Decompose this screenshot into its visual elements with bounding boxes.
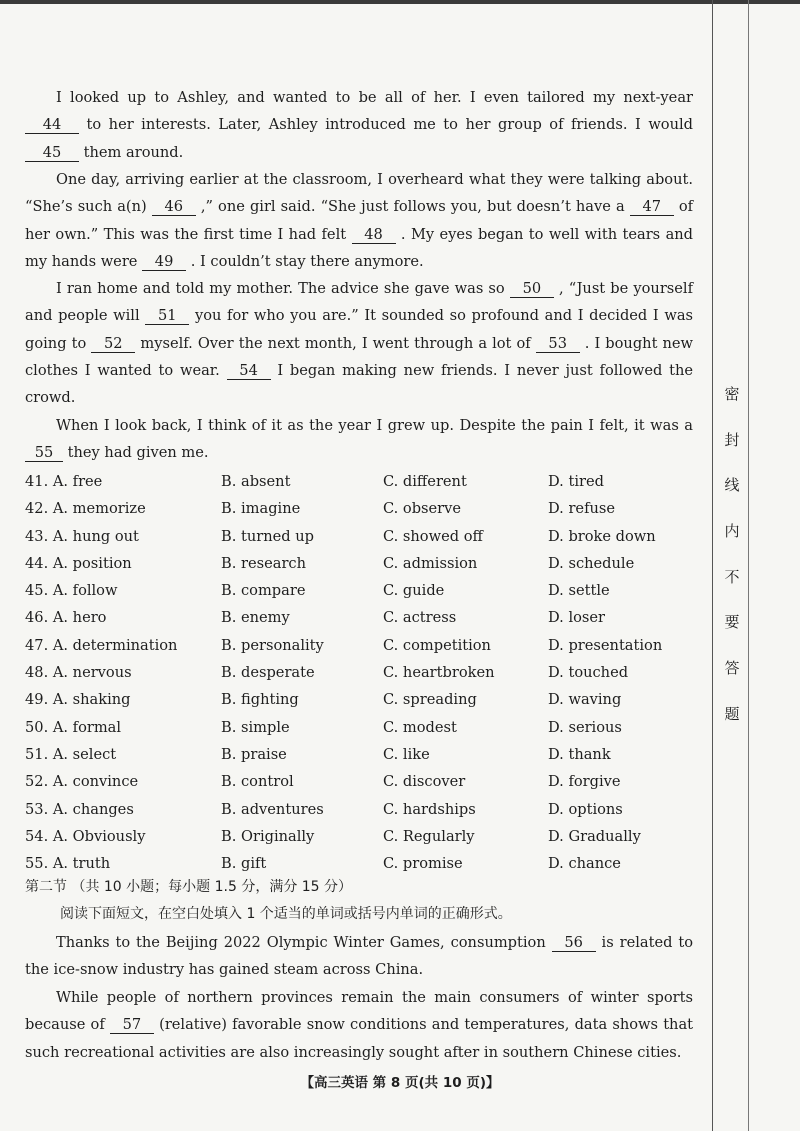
option-c: C. observe: [383, 500, 462, 518]
option-c: C. discover: [383, 773, 466, 791]
option-c: C. showed off: [383, 527, 483, 545]
paragraph-text: you for who you are.” It sounded so profound and I decided I was going to: [25, 307, 694, 352]
option-d: D. tired: [548, 473, 604, 490]
blank-53: 53: [536, 336, 580, 353]
paragraph-text: I looked up to Ashley, and wanted to be all of her. I even tailored my next-year: [56, 89, 693, 106]
option-b: B. praise: [221, 745, 287, 763]
seal-line-notice: [722, 385, 742, 751]
option-a: 50. A. formal: [25, 718, 122, 736]
seal-char: 封: [724, 430, 740, 449]
option-a: 45. A. follow: [25, 582, 118, 600]
option-row: [25, 659, 695, 686]
paragraph-text: myself. Over the next month, I went through a lot of: [140, 334, 531, 352]
option-a: 51. A. select: [25, 745, 117, 763]
grammar-paragraph-2: [25, 984, 693, 1066]
paragraph-text: they had given me.: [67, 444, 209, 462]
grammar-paragraph-1: [25, 929, 693, 984]
option-b: B. fighting: [221, 691, 299, 709]
blank-49: 49: [142, 254, 186, 271]
option-d: D. forgive: [548, 773, 621, 791]
option-c: C. promise: [383, 855, 463, 873]
option-d: D. serious: [548, 718, 622, 736]
option-a: 47. A. determination: [25, 636, 178, 654]
passage-paragraph-2: [25, 166, 693, 275]
option-d: D. thank: [548, 745, 611, 763]
blank-45: 45: [25, 145, 79, 162]
option-b: B. personality: [221, 636, 324, 654]
option-d: D. touched: [548, 664, 629, 682]
option-row: [25, 550, 695, 577]
option-b: B. gift: [221, 855, 267, 873]
blank-50: 50: [510, 281, 554, 298]
blank-52: 52: [91, 336, 135, 353]
option-c: C. like: [383, 745, 430, 763]
option-row: [25, 577, 695, 604]
option-b: B. Originally: [221, 827, 315, 845]
section-heading: 第二节 （共 10 小题；每小题 1.5 分，满分 15 分）: [25, 879, 353, 895]
option-c: C. Regularly: [383, 827, 475, 845]
blank-47: 47: [630, 199, 674, 216]
passage-paragraph-4: [25, 412, 693, 467]
option-b: B. simple: [221, 718, 290, 736]
blank-54: 54: [227, 363, 271, 380]
option-row: [25, 468, 695, 495]
option-a: 48. A. nervous: [25, 664, 132, 682]
paragraph-text: of her own.” This was the first time I had felt: [25, 198, 694, 243]
option-d: D. chance: [548, 855, 621, 873]
paragraph-text: ,” one girl said. “She just follows you, but doesn’t have a: [200, 198, 625, 216]
option-row: [25, 850, 695, 877]
paragraph-text: When I look back, I think of it as the year I grew up. Despite the pain I felt, it was a: [56, 417, 693, 434]
passage-paragraph-1: [25, 84, 693, 166]
option-d: D. presentation: [548, 636, 663, 654]
option-b: B. control: [221, 773, 294, 791]
top-edge: [0, 0, 800, 4]
option-a: 41. A. free: [25, 473, 103, 490]
paragraph-text: I ran home and told my mother. The advice she gave was so: [56, 280, 505, 297]
seal-char: 要: [724, 613, 740, 632]
section-instruction: 阅读下面短文，在空白处填入 1 个适当的单词或括号内单词的正确形式。: [60, 906, 512, 922]
option-b: B. enemy: [221, 609, 290, 627]
option-d: D. loser: [548, 609, 606, 627]
option-row: [25, 714, 695, 741]
option-c: C. admission: [383, 554, 478, 572]
option-c: C. different: [383, 473, 467, 490]
option-a: 49. A. shaking: [25, 691, 131, 709]
paragraph-text: . I bought new clothes I wanted to wear.: [25, 334, 694, 379]
answer-options: [25, 468, 695, 877]
paragraph-text: to her interests. Later, Ashley introduced me to her group of friends. I would: [86, 116, 694, 134]
seal-char: 密: [724, 385, 740, 403]
option-a: 54. A. Obviously: [25, 827, 146, 845]
option-row: [25, 523, 695, 550]
seal-char: 内: [724, 522, 740, 541]
page-footer: 【高三英语 第 8 页(共 10 页)】: [300, 1075, 500, 1091]
option-row: [25, 741, 695, 768]
option-a: 53. A. changes: [25, 800, 134, 818]
option-c: C. actress: [383, 609, 457, 627]
option-d: D. broke down: [548, 527, 656, 545]
option-a: 46. A. hero: [25, 609, 107, 627]
option-b: B. imagine: [221, 500, 301, 518]
option-a: 52. A. convince: [25, 773, 139, 791]
option-b: B. turned up: [221, 527, 314, 545]
option-c: C. competition: [383, 636, 491, 654]
paragraph-text: While people of northern provinces remain the main consumers of winter sports because of: [25, 989, 693, 1034]
paragraph-text: One day, arriving earlier at the classroom, I overheard what they were talking about. “She’s such a(n): [25, 171, 693, 216]
option-d: D. refuse: [548, 500, 615, 518]
paragraph-text: Thanks to the Beijing 2022 Olympic Winter Games, consumption: [56, 934, 546, 951]
blank-51: 51: [145, 308, 189, 325]
option-c: C. guide: [383, 582, 445, 600]
option-c: C. hardships: [383, 800, 476, 818]
paragraph-text: , “Just be yourself and people will: [25, 280, 694, 325]
option-row: [25, 604, 695, 631]
blank-55: 55: [25, 445, 63, 462]
option-row: [25, 768, 695, 795]
option-d: D. Gradually: [548, 827, 641, 845]
blank-56: 56: [552, 935, 596, 952]
option-row: [25, 632, 695, 659]
option-b: B. compare: [221, 582, 306, 600]
paragraph-text: is related to the ice-snow industry has gained steam across China.: [25, 934, 693, 979]
blank-57: 57: [110, 1017, 154, 1034]
option-c: C. modest: [383, 718, 457, 736]
option-d: D. settle: [548, 582, 610, 600]
paragraph-text: I began making new friends. I never just followed the crowd.: [25, 361, 694, 407]
option-a: 44. A. position: [25, 554, 132, 572]
option-d: D. waving: [548, 691, 622, 709]
blank-46: 46: [152, 199, 196, 216]
paragraph-text: (relative) favorable snow conditions and temperatures, data shows that such recreational activities are also increasingly sought after in southern Chinese cities.: [25, 1016, 694, 1061]
paragraph-text: them around.: [83, 143, 184, 161]
seal-char: 题: [724, 704, 740, 723]
option-row: [25, 796, 695, 823]
option-b: B. adventures: [221, 800, 324, 818]
option-d: D. schedule: [548, 554, 635, 572]
option-row: [25, 823, 695, 850]
passage-paragraph-3: [25, 275, 693, 411]
binding-line-left: [712, 0, 713, 1131]
option-a: 42. A. memorize: [25, 500, 146, 518]
option-d: D. options: [548, 800, 623, 818]
option-row: [25, 495, 695, 522]
option-b: B. desperate: [221, 664, 315, 682]
option-b: B. absent: [221, 473, 291, 490]
blank-44: 44: [25, 117, 79, 134]
paragraph-text: . I couldn’t stay there anymore.: [190, 252, 424, 270]
seal-char: 线: [724, 476, 740, 495]
seal-char: 答: [724, 659, 740, 678]
option-b: B. research: [221, 554, 306, 572]
option-c: C. heartbroken: [383, 664, 495, 682]
paragraph-text: . My eyes began to well with tears and my hands were: [25, 225, 694, 270]
option-a: 43. A. hung out: [25, 527, 139, 545]
binding-line-right: [748, 0, 749, 1131]
seal-char: 不: [724, 567, 740, 586]
option-c: C. spreading: [383, 691, 477, 709]
option-row: [25, 686, 695, 713]
blank-48: 48: [352, 227, 396, 244]
option-a: 55. A. truth: [25, 855, 111, 873]
